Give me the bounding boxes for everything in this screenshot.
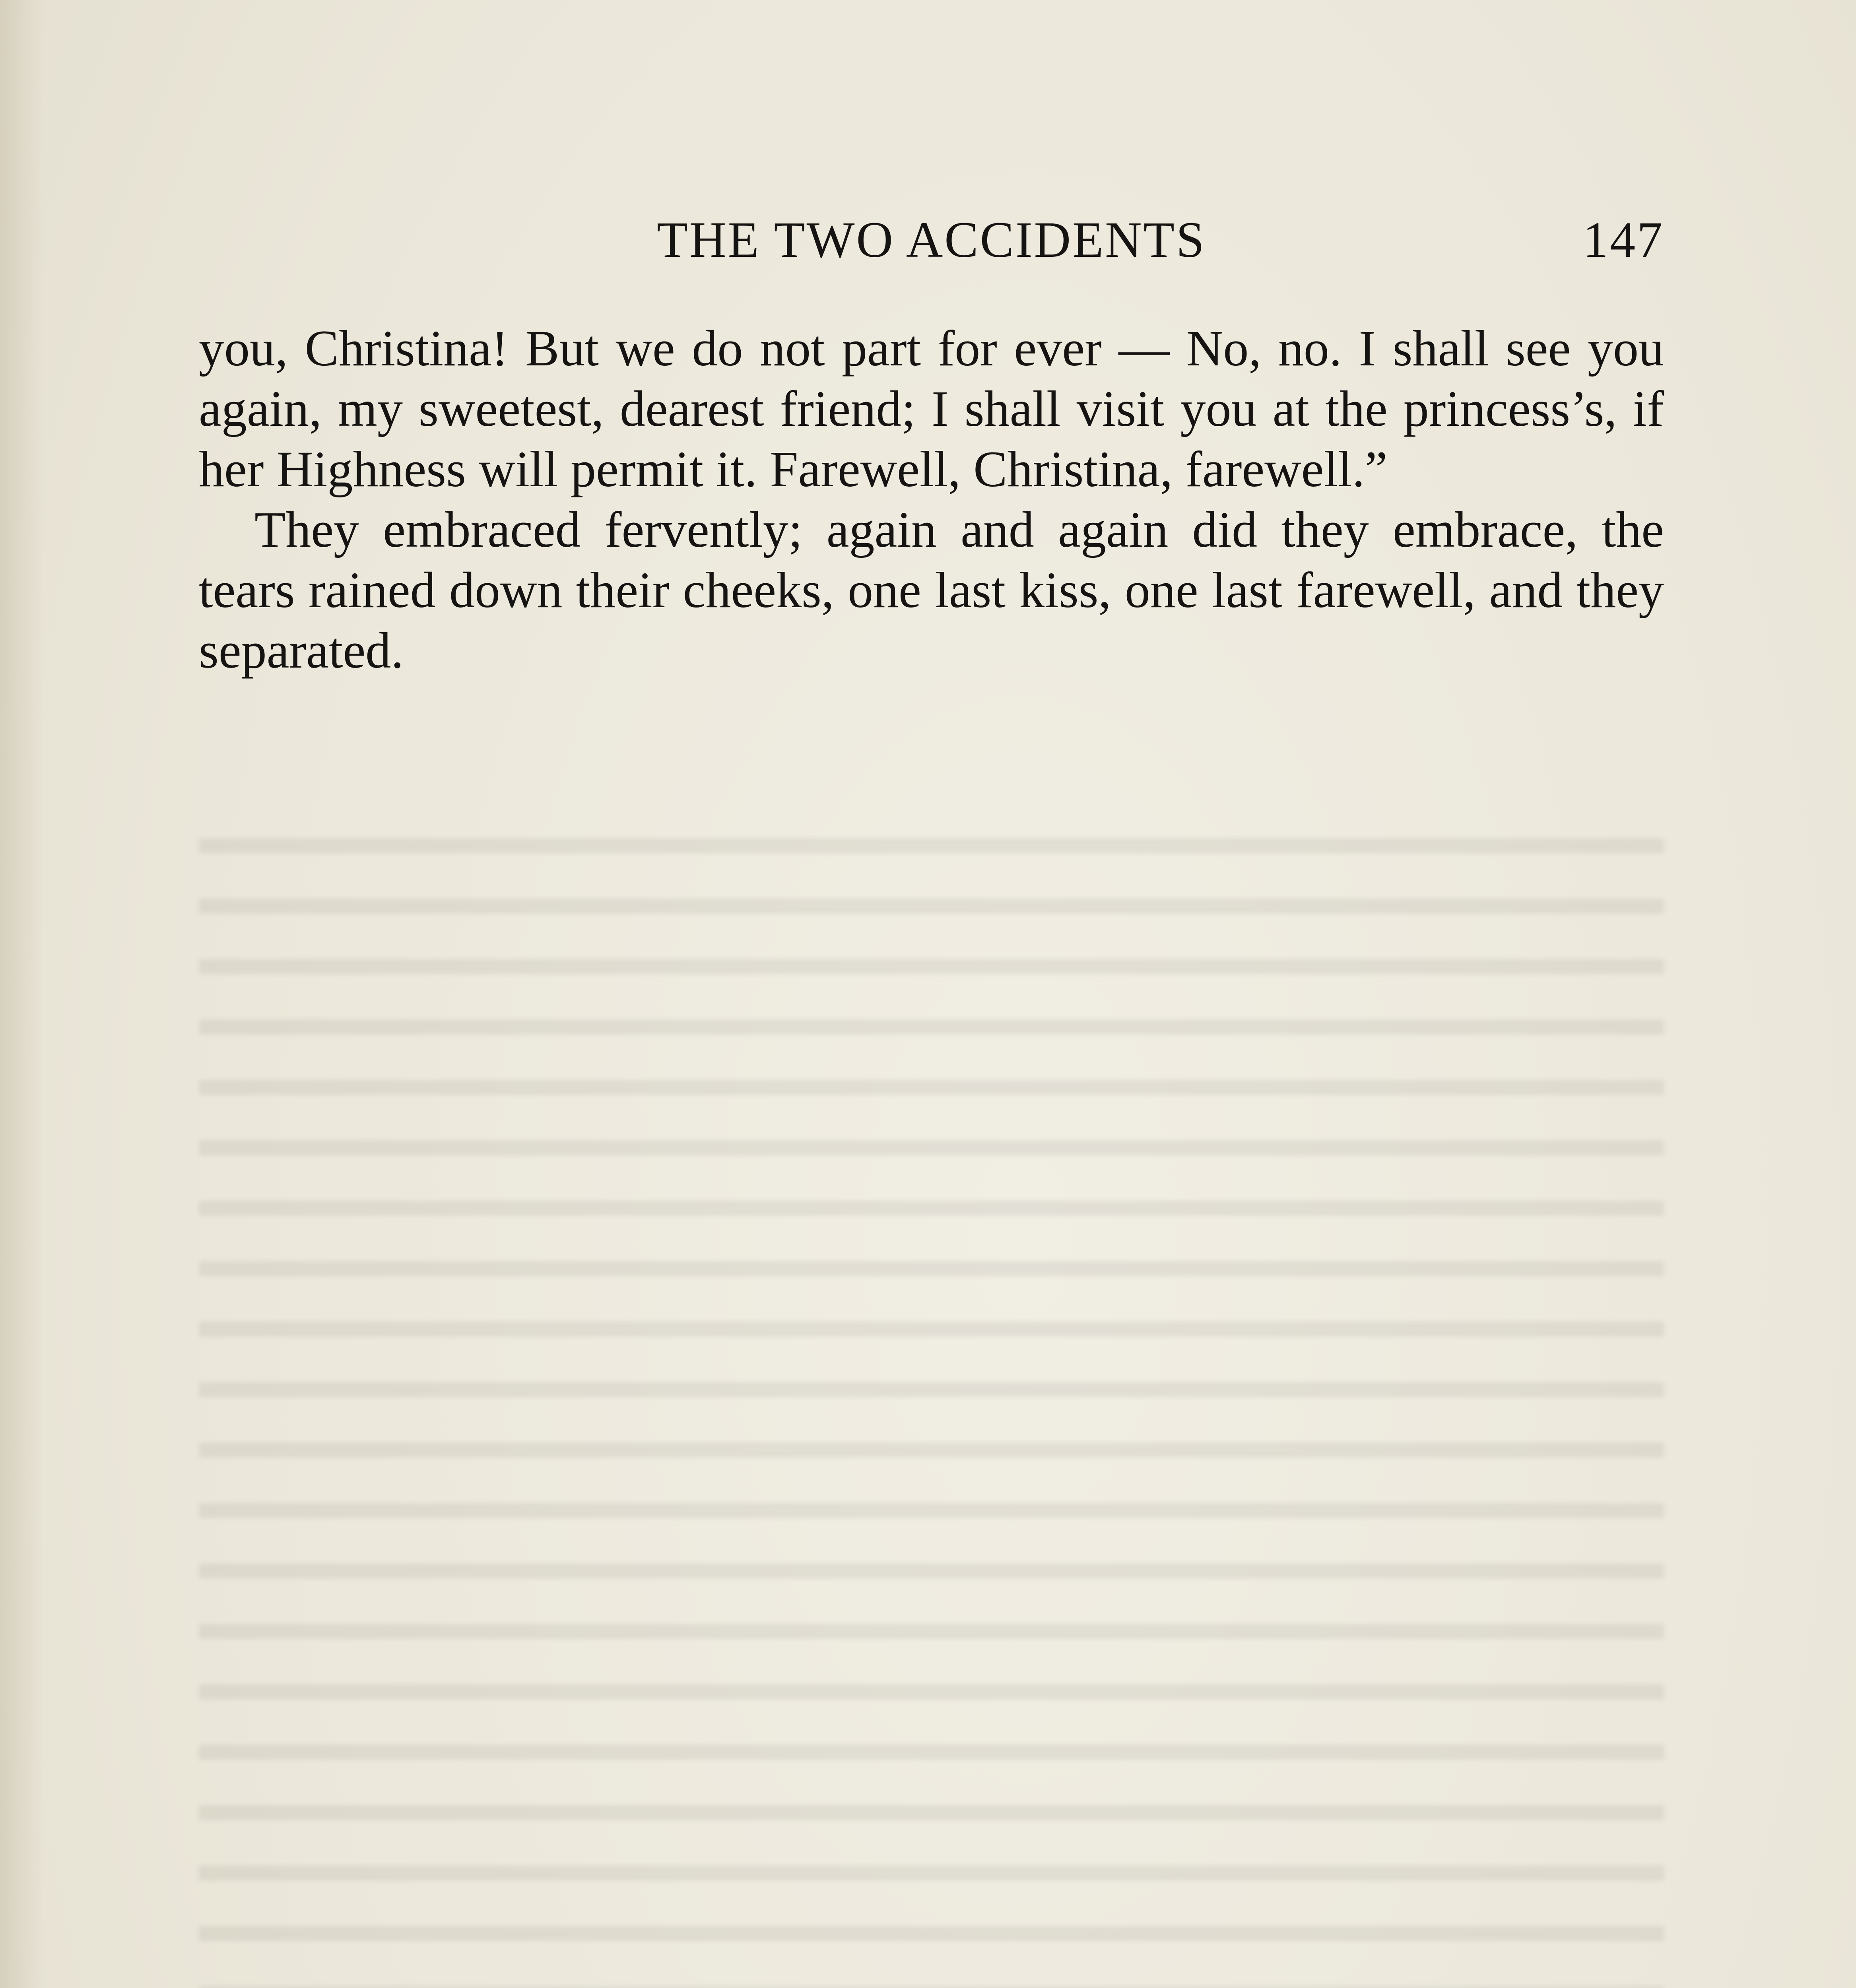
paragraph: They embraced fervently; again and again did they embrace, the tears rained down their cheeks, one last kiss, one last farewell, and they separated. — [199, 501, 1664, 679]
running-head — [199, 211, 1664, 282]
paragraph: you, Christina! But we do not part for ever — No, no. I shall see you again, my sweetest, dearest friend; I shall visit you at the princess’s, if her Highness will permit it. Farewell, Christina, farewell.” — [199, 320, 1664, 497]
bleed-through-texture — [199, 815, 1664, 1988]
page-number: 147 — [1583, 212, 1664, 268]
gutter-shadow — [0, 0, 44, 1988]
running-title: THE TWO ACCIDENTS — [656, 212, 1206, 268]
body-text — [199, 318, 1664, 681]
